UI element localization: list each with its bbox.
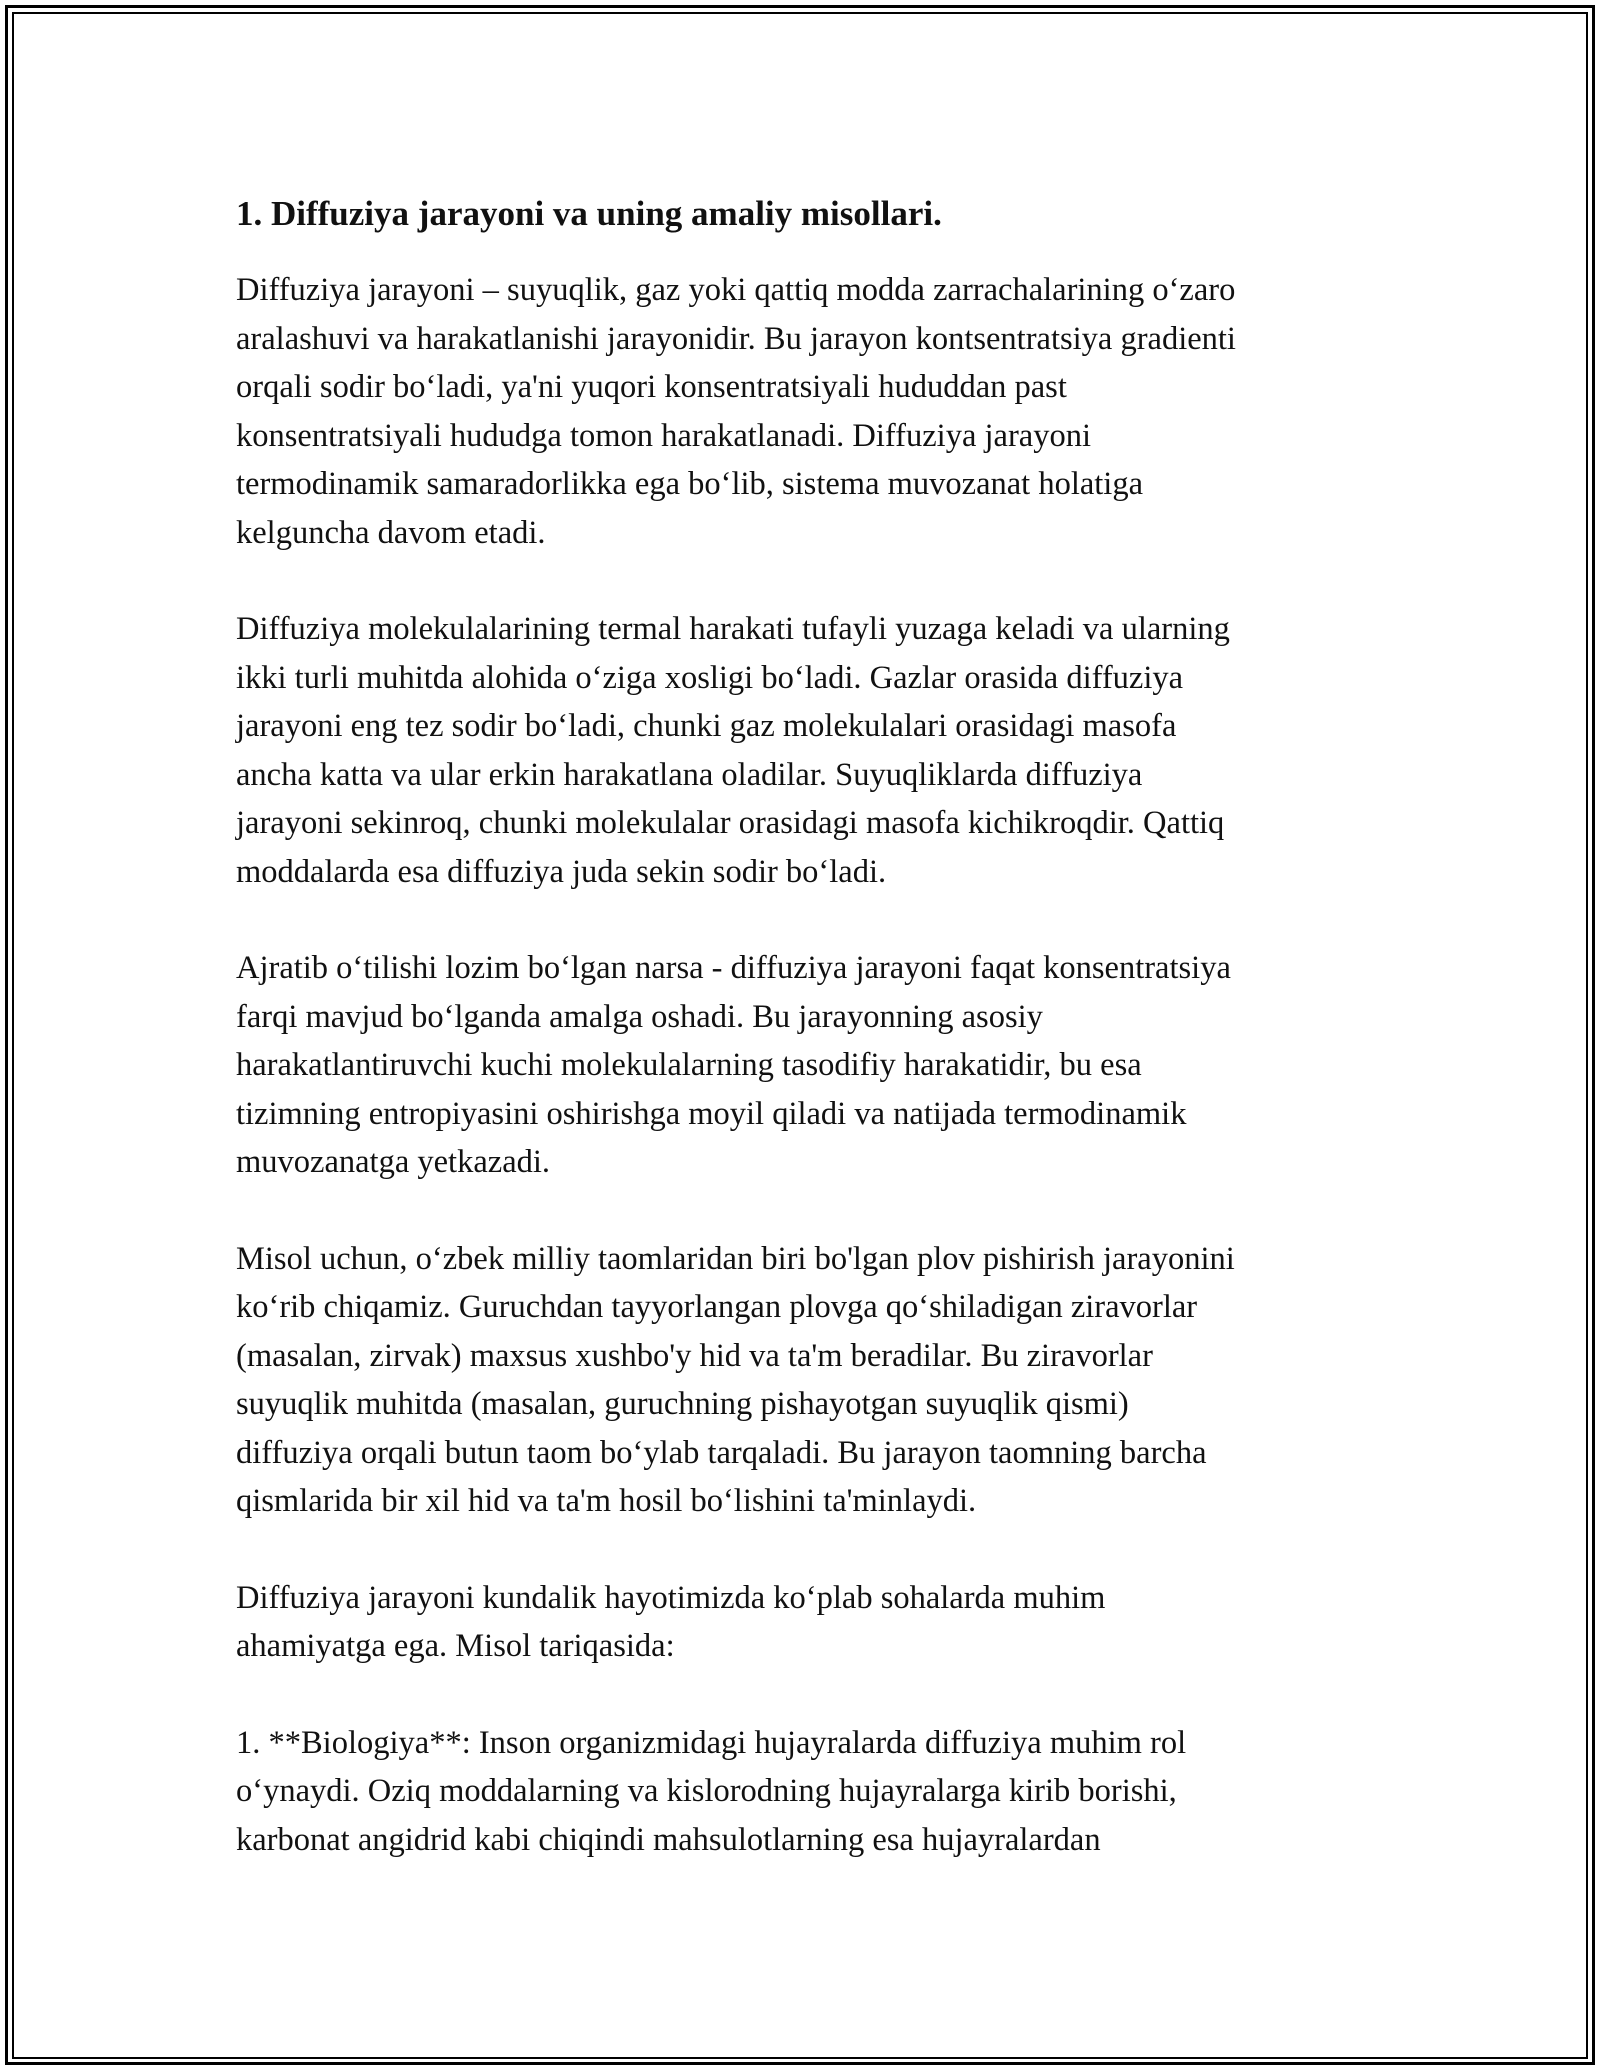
- paragraph-4: Misol uchun, o‘zbek milliy taomlaridan biri bo'lgan plov pishirish jarayonini ko‘rib chiqamiz. Guruchdan tayyorlangan plovga qo‘shiladigan ziravorlar (masalan, zirvak) maxsus xushbo'y hid va ta'm beradilar. Bu ziravorlar suyuqlik muhitda (masalan, guruchning pishayotgan suyuqlik qismi) diffuziya orqali butun taom bo‘ylab tarqaladi. Bu jarayon taomning barcha qismlarida bir xil hid va ta'm hosil bo‘lishini ta'minlaydi.: [236, 1240, 1235, 1519]
- document-title: 1. Diffuziya jarayoni va uning amaliy misollari.: [236, 194, 942, 233]
- paragraph-6: 1. **Biologiya**: Inson organizmidagi hujayralarda diffuziya muhim rol o‘ynaydi. Oziq moddalarning va kislorodning hujayralarga kirib borishi, karbonat angidrid kabi chiqindi mahsulotlarning esa hujayralardan: [236, 1724, 1187, 1858]
- paragraph-5: Diffuziya jarayoni kundalik hayotimizda ko‘plab sohalarda muhim ahamiyatga ega. Misol tariqasida:: [236, 1579, 1106, 1664]
- paragraph-1: Diffuziya jarayoni – suyuqlik, gaz yoki qattiq modda zarrachalarining o‘zaro aralashuvi va harakatlanishi jarayonidir. Bu jarayon kontsentratsiya gradienti orqali sodir bo‘ladi, ya'ni yuqori konsentratsiyali hududdan past konsentratsiyali hududga tomon harakatlanadi. Diffuziya jarayoni termodinamik samaradorlikka ega bo‘lib, sistema muvozanat holatiga kelguncha davom etadi.: [236, 272, 1236, 551]
- document-body: [236, 190, 1376, 1912]
- paragraph-2: Diffuziya molekulalarining termal harakati tufayli yuzaga keladi va ularning ikki turli muhitda alohida o‘ziga xosligi bo‘ladi. Gazlar orasida diffuziya jarayoni eng tez sodir bo‘ladi, chunki gaz molekulalari orasidagi masofa ancha katta va ular erkin harakatlana oladilar. Suyuqliklarda diffuziya jarayoni sekinroq, chunki molekulalar orasidagi masofa kichikroqdir. Qattiq moddalarda esa diffuziya juda sekin sodir bo‘ladi.: [236, 611, 1230, 890]
- paragraph-3: Ajratib o‘tilishi lozim bo‘lgan narsa - diffuziya jarayoni faqat konsentratsiya farqi mavjud bo‘lganda amalga oshadi. Bu jarayonning asosiy harakatlantiruvchi kuchi molekulalarning tasodifiy harakatidir, bu esa tizimning entropiyasini oshirishga moyil qiladi va natijada termodinamik muvozanatga yetkazadi.: [236, 950, 1231, 1180]
